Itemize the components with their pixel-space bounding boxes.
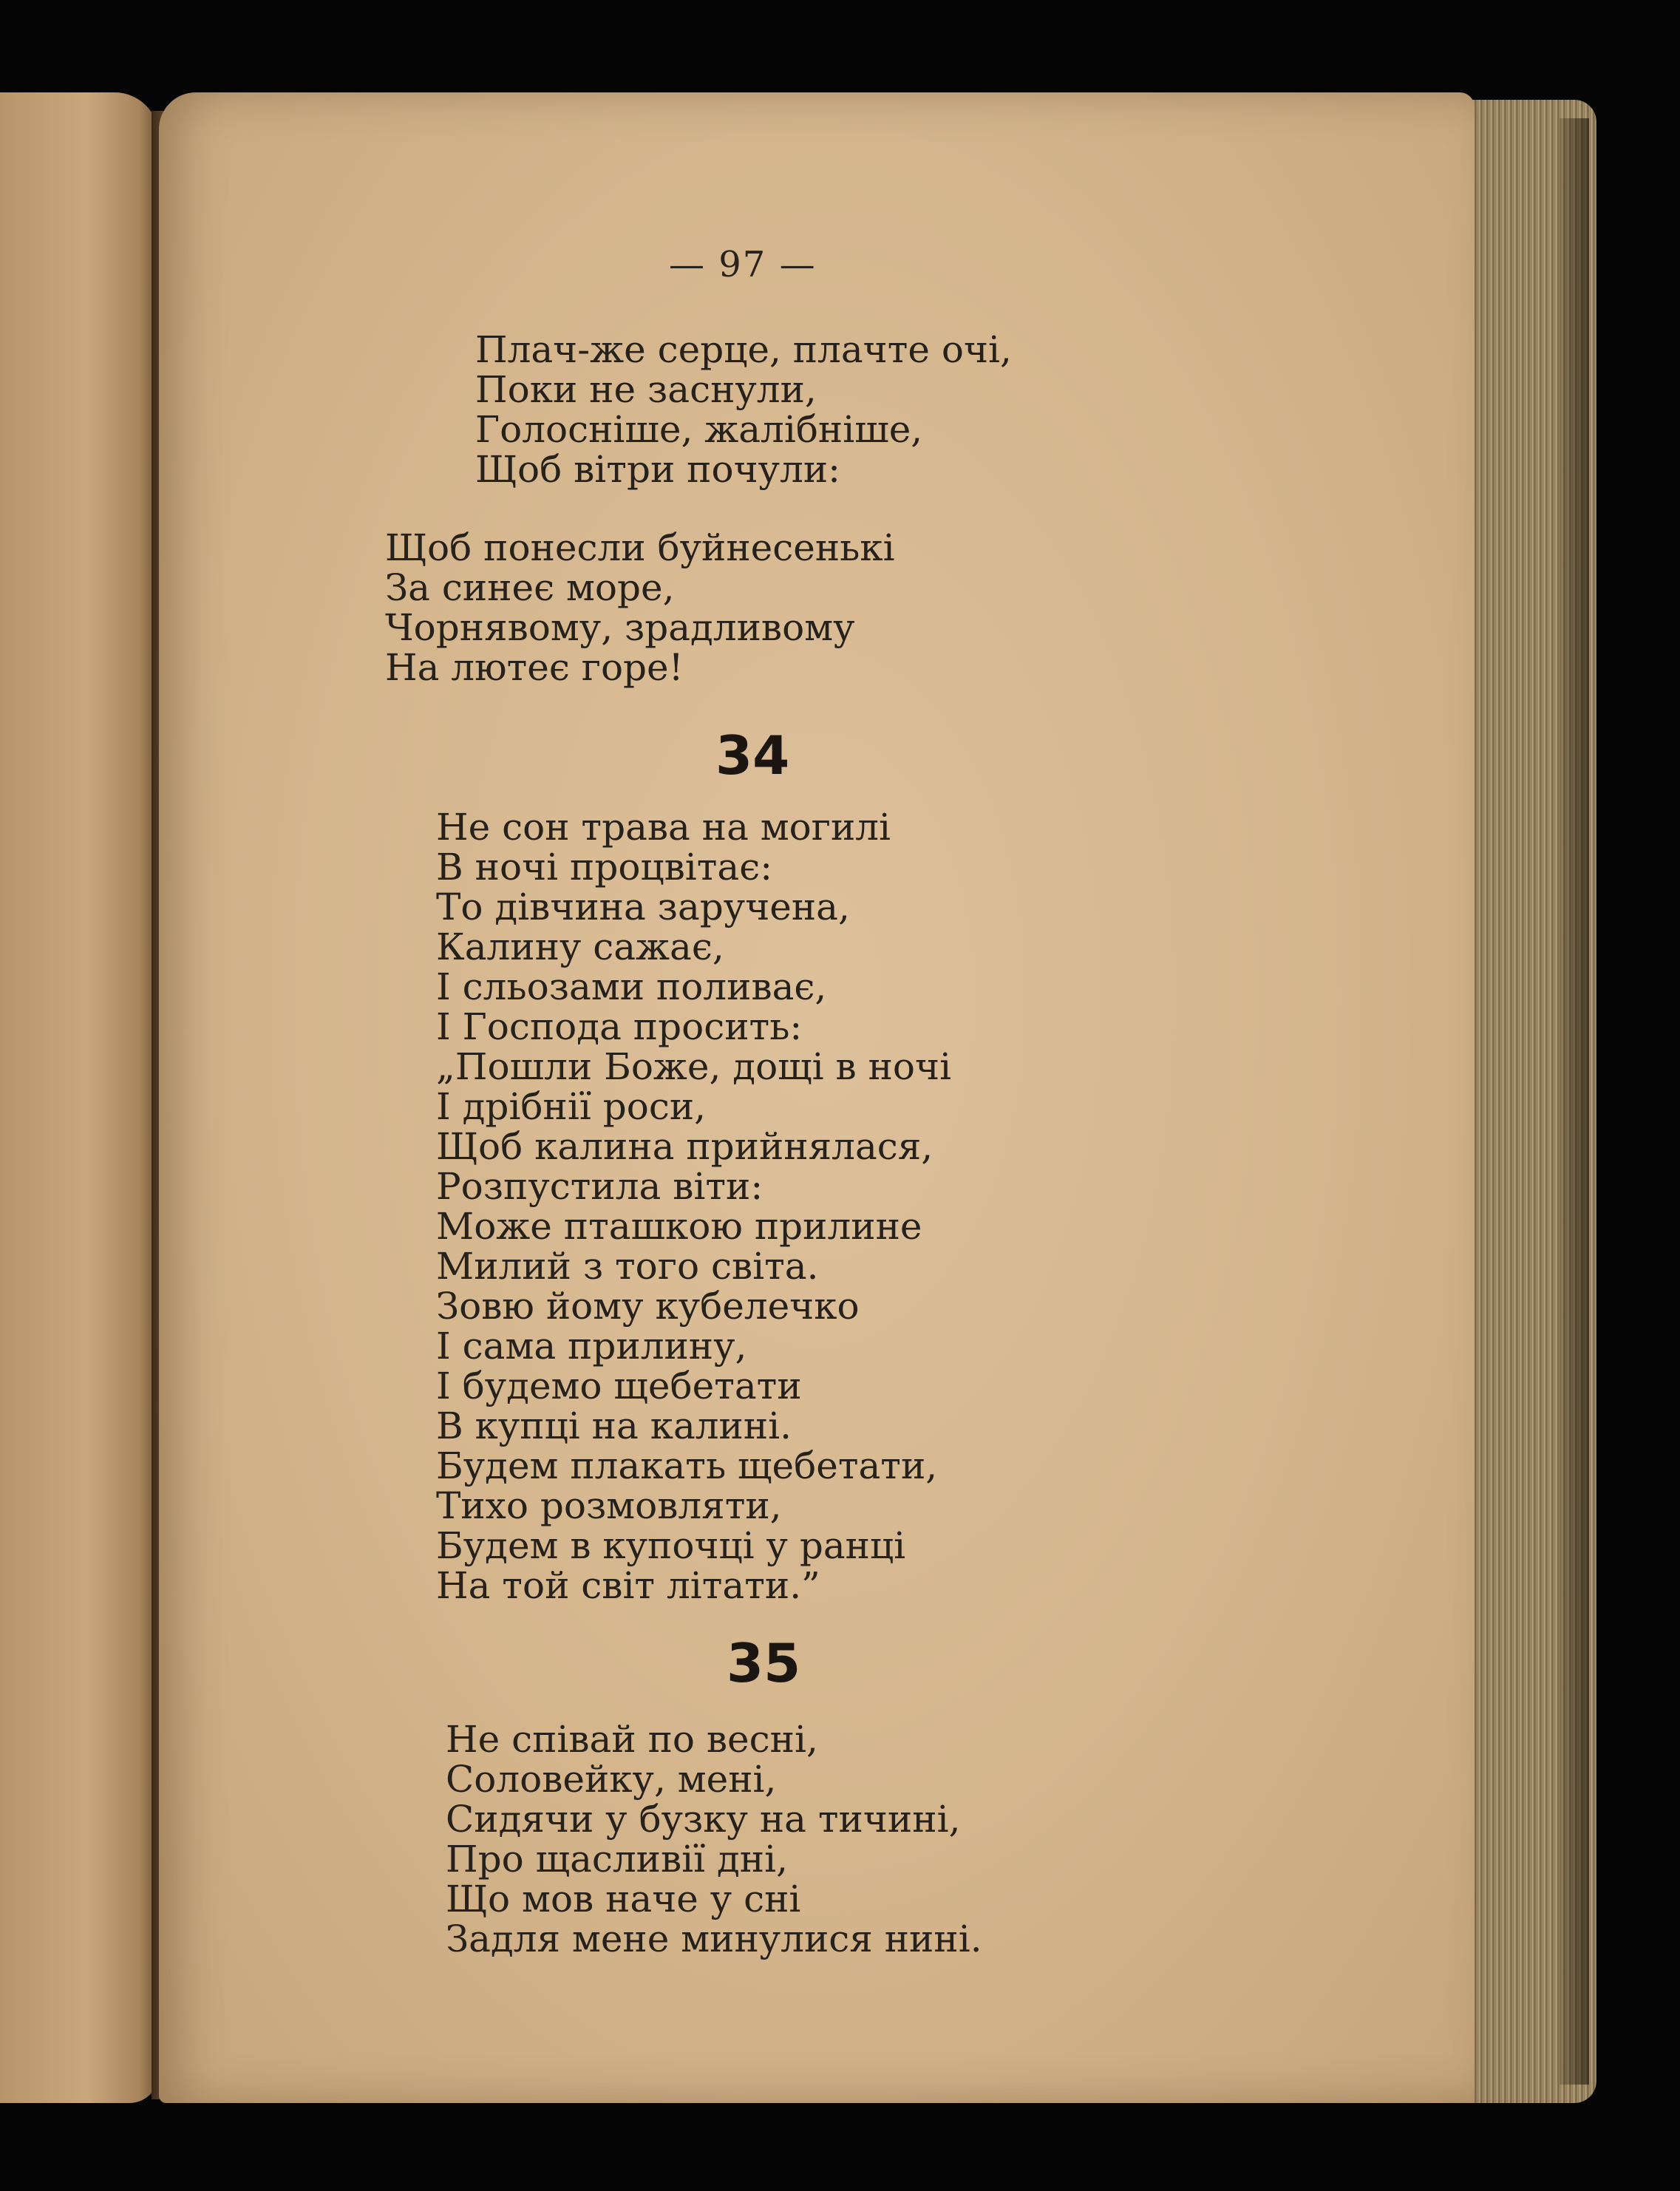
verse-line: В ночі процвітає: (436, 846, 773, 889)
poem-number-35: 35 (727, 1632, 801, 1694)
verse-line: Не співай по весні, (446, 1718, 818, 1761)
verse-line: Щоб понесли буйнесенькі (385, 526, 895, 569)
page-number: — 97 — (669, 244, 817, 285)
verse-line: То дівчина заручена, (436, 886, 850, 928)
verse-line: Щоб калина прийнялася, (436, 1125, 933, 1168)
poem-34 (436, 807, 951, 1606)
verse-line: Зовю йому кубелечко (436, 1285, 860, 1328)
verse-line: Щоб вітри почули: (475, 448, 841, 491)
verse-line: Не сон трава на могилі (436, 806, 891, 849)
verse-line: „Пошли Боже, дощі в ночі (436, 1045, 952, 1088)
verse-line: Соловейку, мені, (446, 1758, 777, 1801)
verse-line: На лютеє горе! (385, 646, 684, 689)
verse-line: Що мов наче у сні (446, 1878, 801, 1920)
verse-line: Про щасливії дні, (446, 1838, 789, 1881)
verse-line: Задля мене минулися нині. (446, 1917, 982, 1960)
verse-line: І сльозами поливає, (436, 965, 827, 1008)
verse-line: Будем плакать щебетати, (436, 1444, 938, 1487)
verse-line: Милий з того світа. (436, 1245, 819, 1288)
verse-line: І Господа просить: (436, 1005, 803, 1048)
verse-line: Плач-же серце, плачте очі, (475, 328, 1012, 371)
verse-line: Сидячи у бузку на тичині, (446, 1798, 961, 1841)
verse-line: На той світ літати.” (436, 1564, 820, 1607)
stanza-1 (475, 330, 1012, 489)
verse-line: Може пташкою прилине (436, 1205, 922, 1248)
verse-line: Калину сажає, (436, 925, 724, 968)
verse-line: Поки не заснули, (475, 368, 817, 411)
poem-number-34: 34 (715, 724, 790, 787)
poem-35 (446, 1719, 982, 1959)
page-edges-shadow (1560, 118, 1589, 2085)
verse-line: І сама прилину, (436, 1325, 747, 1368)
verse-line: Розпустила віти: (436, 1165, 764, 1208)
verse-line: Чорнявому, зрадливому (385, 606, 855, 649)
left-page (0, 92, 159, 2103)
verse-line: І дрібнії роси, (436, 1085, 707, 1128)
verse-line: В купці на калині. (436, 1404, 792, 1447)
verse-line: За синеє море, (385, 566, 675, 609)
verse-line: Будем в купочці у ранці (436, 1524, 906, 1567)
verse-line: Тихо розмовляти, (436, 1484, 782, 1527)
stanza-2 (385, 528, 895, 687)
verse-line: Голосніше, жалібніше, (475, 408, 923, 451)
verse-line: І будемо щебетати (436, 1365, 802, 1407)
